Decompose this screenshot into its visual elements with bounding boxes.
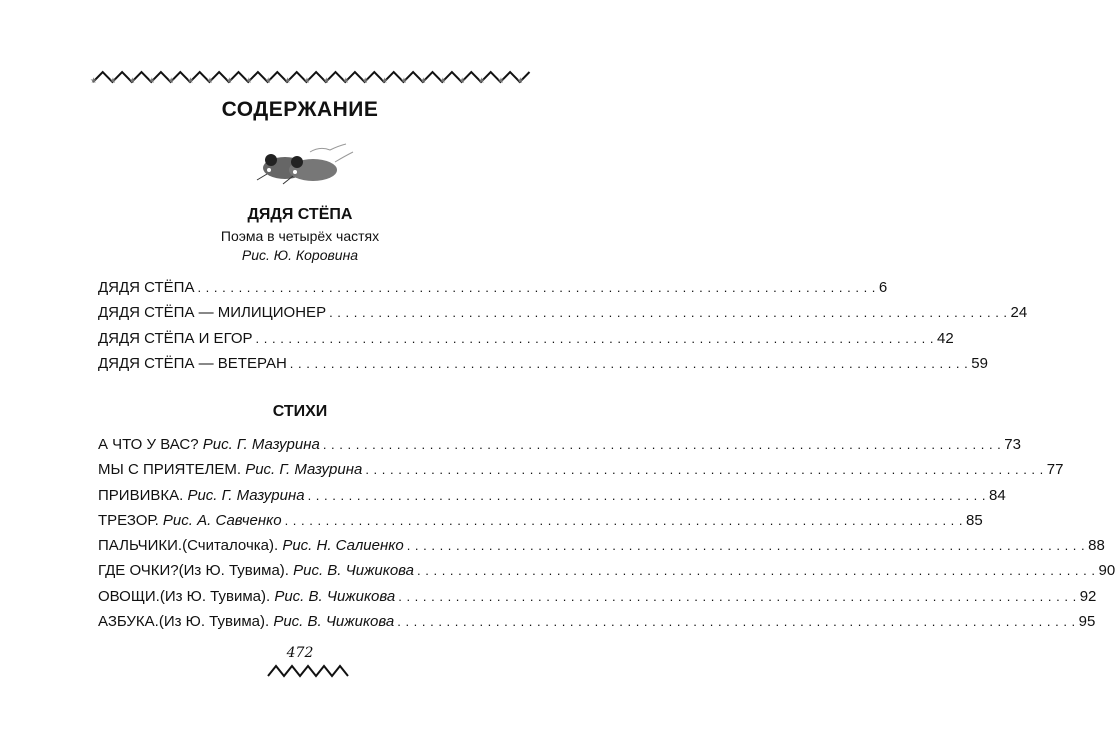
entry-note: (Из Ю. Тувима).	[158, 613, 270, 631]
dot-leader	[290, 355, 968, 372]
entry-artist: Рис. В. Чижикова	[293, 562, 415, 580]
entry-note: (Из Ю. Тувима).	[159, 587, 271, 605]
toc-entry[interactable]	[98, 329, 954, 355]
dot-leader	[365, 461, 1043, 478]
entry-title: ОВОЩИ.	[98, 587, 160, 605]
dot-leader	[397, 613, 1075, 630]
entry-artist: Рис. В. Чижикова	[274, 587, 396, 605]
entry-title: ДЯДЯ СТЁПА — МИЛИЦИОНЕР	[98, 304, 327, 322]
star-icon: ★	[400, 76, 408, 85]
star-icon: ★	[497, 76, 505, 85]
toc-entry[interactable]	[98, 279, 888, 304]
section-illustrator: Рис. Ю. Коровина	[241, 247, 359, 263]
toc-entry[interactable]	[98, 587, 1097, 613]
dot-leader	[417, 562, 1095, 579]
entry-page: 24	[1010, 304, 1028, 322]
page-number: 472	[286, 645, 314, 661]
star-icon: ★	[109, 76, 117, 85]
entry-page: 42	[936, 329, 954, 347]
entry-artist: Рис. Г. Мазурина	[202, 436, 320, 453]
entry-artist: Рис. Г. Мазурина	[187, 486, 305, 504]
entry-page: 73	[1004, 436, 1021, 453]
entry-artist: Рис. Г. Мазурина	[245, 461, 363, 479]
entry-title: ПАЛЬЧИКИ.	[98, 537, 183, 555]
section-subtitle: Поэма в четырёх частях	[220, 228, 380, 244]
entry-page: 85	[966, 511, 983, 529]
toc-entry[interactable]	[98, 461, 1064, 486]
star-icon: ★	[439, 76, 447, 85]
dot-leader	[398, 588, 1076, 605]
entry-page: 90	[1098, 562, 1115, 580]
star-icon: ★	[90, 76, 98, 85]
entry-note: (Из Ю. Тувима).	[178, 562, 289, 580]
entry-page: 6	[878, 279, 888, 296]
entry-artist: Рис. А. Савченко	[162, 511, 282, 529]
star-icon: ★	[167, 76, 175, 85]
entry-title: МЫ С ПРИЯТЕЛЕМ.	[98, 461, 242, 479]
section-title: ДЯДЯ СТЁПА	[247, 206, 353, 223]
star-icon: ★	[342, 76, 350, 85]
dot-leader	[285, 512, 963, 529]
toc-entry[interactable]	[98, 436, 1021, 461]
entry-title: ГДЕ ОЧКИ?	[98, 562, 179, 580]
dot-leader	[323, 436, 1001, 453]
toc-entry[interactable]	[98, 486, 1006, 512]
dot-leader	[308, 487, 986, 504]
star-icon: ★	[361, 76, 369, 85]
entry-page: 84	[989, 486, 1006, 504]
entry-title: ПРИВИВКА.	[98, 486, 184, 504]
entry-artist: Рис. В. Чижикова	[273, 613, 395, 631]
top-zigzag-ornament	[90, 70, 530, 85]
star-icon: ★	[381, 76, 389, 85]
star-icon: ★	[148, 76, 156, 85]
entry-title: ДЯДЯ СТЁПА — ВЕТЕРАН	[98, 354, 287, 372]
mice-illustration	[255, 140, 355, 188]
toc-list-poems	[98, 436, 1115, 638]
star-icon: ★	[245, 76, 253, 85]
star-icon: ★	[206, 76, 214, 85]
toc-entry[interactable]	[98, 537, 1105, 562]
entry-note: (Считалочка).	[182, 537, 279, 555]
star-icon: ★	[264, 76, 272, 85]
page-title: СОДЕРЖАНИЕ	[221, 98, 379, 121]
toc-list-poem	[98, 279, 1028, 380]
toc-entry[interactable]	[98, 613, 1096, 638]
star-icon: ★	[187, 76, 195, 85]
entry-page: 59	[971, 354, 988, 372]
star-icon: ★	[284, 76, 292, 85]
entry-artist: Рис. Н. Салиенко	[282, 537, 404, 555]
star-icon: ★	[303, 76, 311, 85]
dot-leader	[407, 537, 1085, 554]
entry-page: 92	[1079, 587, 1097, 605]
toc-entry[interactable]	[98, 562, 1115, 587]
entry-title: ДЯДЯ СТЁПА	[98, 279, 195, 296]
bottom-zigzag-ornament	[268, 664, 348, 678]
dot-leader	[329, 304, 1007, 321]
toc-entry[interactable]	[98, 354, 988, 380]
entry-title: ТРЕЗОР.	[98, 511, 159, 529]
toc-entry[interactable]	[98, 511, 983, 537]
entry-title: АЗБУКА.	[98, 613, 159, 631]
star-icon: ★	[458, 76, 466, 85]
entry-page: 88	[1088, 537, 1105, 555]
star-icon: ★	[225, 76, 233, 85]
entry-page: 95	[1078, 613, 1096, 631]
toc-entry[interactable]	[98, 304, 1028, 329]
entry-page: 77	[1046, 461, 1064, 479]
star-icon: ★	[516, 76, 524, 85]
star-icon: ★	[128, 76, 136, 85]
star-icon: ★	[419, 76, 427, 85]
entry-title: ДЯДЯ СТЁПА И ЕГОР	[98, 329, 253, 347]
entry-title: А ЧТО У ВАС?	[98, 436, 199, 453]
section-title: СТИХИ	[272, 403, 328, 420]
star-icon: ★	[478, 76, 486, 85]
dot-leader	[197, 279, 875, 296]
star-icon: ★	[322, 76, 330, 85]
dot-leader	[256, 330, 934, 347]
